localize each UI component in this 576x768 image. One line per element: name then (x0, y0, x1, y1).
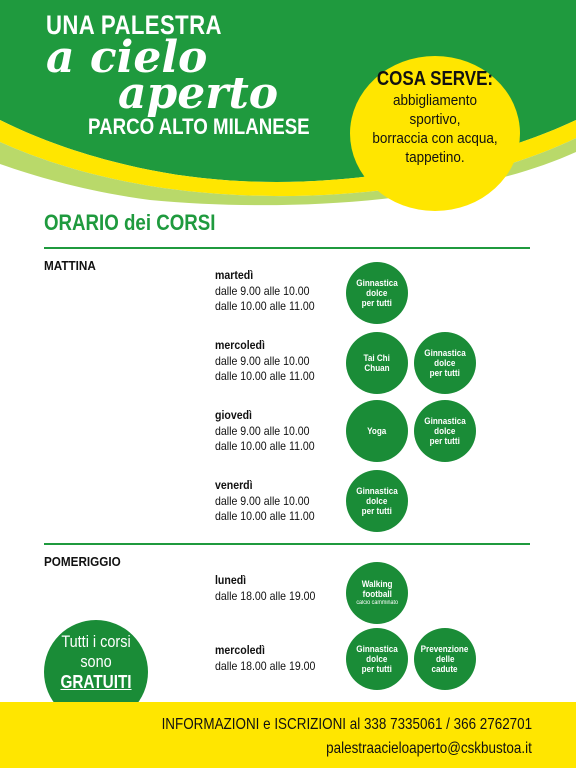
course-badge (346, 332, 408, 394)
course-label: delle (435, 654, 455, 664)
schedule-day (215, 408, 315, 455)
course-label: Ginnastica (424, 348, 466, 358)
time-slot: dalle 10.00 alle 11.00 (215, 369, 315, 383)
course-label: per tutti (361, 664, 393, 674)
course-label: calcio camminato (356, 599, 398, 606)
course-label: per tutti (361, 506, 393, 516)
course-label: Chuan (364, 363, 390, 373)
course-label: Walking (361, 578, 393, 589)
header-subtitle: PARCO ALTO MILANESE (88, 114, 310, 139)
divider (44, 247, 530, 249)
course-label: Yoga (367, 426, 387, 436)
course-label: per tutti (429, 436, 461, 446)
time-slot: dalle 10.00 alle 11.00 (215, 299, 315, 313)
gratuiti-line: sono (80, 652, 112, 671)
orario-title: ORARIO dei CORSI (44, 210, 216, 235)
course-label: Ginnastica (356, 644, 398, 654)
schedule-day (215, 573, 315, 604)
course-badge (346, 470, 408, 532)
day-name: mercoledì (215, 338, 265, 352)
day-name: lunedì (215, 573, 247, 587)
schedule-day (215, 643, 315, 674)
course-label: dolce (366, 288, 388, 298)
course-badge (414, 332, 476, 394)
course-label: dolce (434, 358, 456, 368)
time-slot: dalle 18.00 alle 19.00 (215, 588, 316, 603)
course-label: per tutti (361, 298, 393, 308)
time-slot: dalle 10.00 alle 11.00 (215, 439, 315, 453)
course-label: dolce (434, 426, 456, 436)
header-title-line3: aperto (118, 68, 279, 119)
course-label: Ginnastica (356, 278, 398, 288)
cosa-serve-line: tappetino. (405, 149, 465, 166)
cosa-serve-title: COSA SERVE: (376, 68, 494, 90)
course-badge (346, 262, 408, 324)
time-slot: dalle 9.00 alle 10.00 (215, 423, 310, 438)
course-label: Tai Chi (363, 353, 391, 363)
course-badge (346, 628, 408, 690)
day-name: martedì (215, 268, 254, 282)
course-badge (414, 400, 476, 462)
course-label: football (362, 588, 392, 599)
course-label: per tutti (429, 368, 461, 378)
course-badge (414, 628, 476, 690)
gratuiti-line: Tutti i corsi (61, 632, 131, 651)
cosa-serve-line: borraccia con acqua, (372, 130, 498, 147)
gratuiti-line: GRATUITI (60, 672, 132, 692)
day-name: giovedì (215, 408, 252, 422)
schedule-day (215, 268, 315, 315)
time-slot: dalle 9.00 alle 10.00 (215, 493, 310, 508)
time-slot: dalle 10.00 alle 11.00 (215, 509, 315, 523)
pomeriggio-label: POMERIGGIO (44, 554, 121, 569)
schedule-day (215, 338, 315, 385)
cosa-serve-line: abbigliamento (392, 92, 478, 109)
footer-bar (0, 702, 576, 768)
time-slot: dalle 9.00 alle 10.00 (215, 283, 310, 298)
course-label: Prevenzione (421, 644, 469, 654)
schedule-day (215, 478, 315, 525)
mattina-label: MATTINA (44, 258, 96, 273)
day-name: mercoledì (215, 643, 265, 657)
course-label: dolce (366, 496, 388, 506)
cosa-serve-line: sportivo, (409, 111, 461, 128)
cosa-serve-badge (350, 56, 520, 211)
header-title-line1: UNA PALESTRA (46, 10, 222, 40)
course-label: Ginnastica (424, 416, 466, 426)
footer-info: INFORMAZIONI e ISCRIZIONI al 338 7335061 / 366 2762701 (161, 716, 532, 733)
header-title-line2: a cielo (46, 32, 208, 83)
course-badge (346, 400, 408, 462)
course-badge (346, 562, 408, 624)
time-slot: dalle 9.00 alle 10.00 (215, 353, 310, 368)
time-slot: dalle 18.00 alle 19.00 (215, 658, 316, 673)
divider (44, 543, 530, 545)
course-label: dolce (366, 654, 388, 664)
footer-email: palestraacieloaperto@cskbustoa.it (326, 740, 532, 757)
day-name: venerdì (215, 478, 253, 492)
course-label: Ginnastica (356, 486, 398, 496)
course-label: cadute (431, 664, 459, 674)
